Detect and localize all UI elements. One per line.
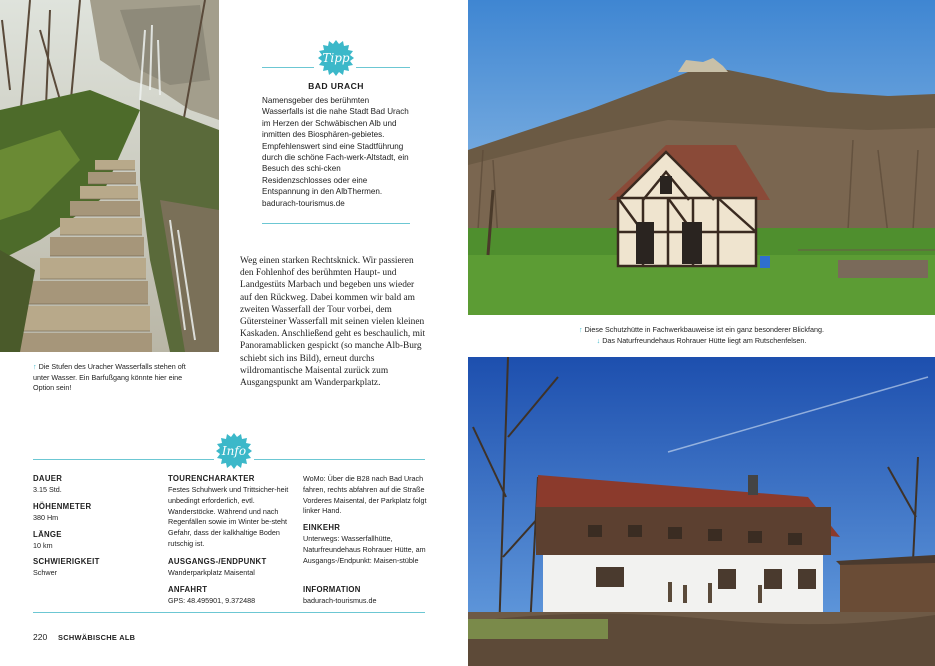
info-badge-label: Info xyxy=(221,444,247,458)
tipp-badge xyxy=(317,39,355,77)
info-hoehenmeter-label: HÖHENMETER xyxy=(33,502,92,511)
info-dauer-value: 3.15 Std. xyxy=(33,485,62,494)
info-einkehr-value: Unterwegs: Wasserfallhütte, Naturfreundehaus Rohrauer Hütte, am Ausgangs-/Endpunkt: Maisen-stüble xyxy=(303,534,426,565)
arrow-down-icon: ↓ xyxy=(596,335,601,345)
caption-house xyxy=(468,336,935,347)
tipp-text: Namensgeber des berühmten Wasserfalls ist die nahe Stadt Bad Urach im Herzen der Schwäbischen Alb und inmitten des Biosphären-gebietes. Empfehlenswert sind eine Stadtführung durch die schöne Fach-werk-Altstadt, ein Besuch des schi-cken Residenzschlosses oder eine Entspannung in den AlbThermen. badurach-tourismus.de xyxy=(262,96,409,208)
caption-hut xyxy=(468,325,935,336)
photo-naturfreundehaus xyxy=(468,357,935,666)
caption-hut-text: Diese Schutzhütte in Fachwerkbauweise ist ein ganz besonderer Blickfang. xyxy=(584,325,824,334)
info-ausgangspunkt-value: Wanderparkplatz Maisental xyxy=(168,568,255,577)
photo-waterfall-steps xyxy=(0,0,219,352)
info-information-label: INFORMATION xyxy=(303,585,361,594)
info-einkehr-label: EINKEHR xyxy=(303,523,341,532)
caption-house-text: Das Naturfreundehaus Rohrauer Hütte liegt am Rutschenfelsen. xyxy=(602,335,807,345)
section-title: SCHWÄBISCHE ALB xyxy=(58,633,136,642)
info-ausgangspunkt-label: AUSGANGS-/ENDPUNKT xyxy=(168,557,267,566)
arrow-up-icon: ↑ xyxy=(33,362,37,371)
tipp-bottom-line xyxy=(262,223,410,224)
info-badge xyxy=(215,432,253,470)
info-tourencharakter-label: TOURENCHARAKTER xyxy=(168,474,255,483)
tipp-badge-label: Tipp xyxy=(322,51,350,65)
photo-timber-hut xyxy=(468,0,935,315)
info-anfahrt-label: ANFAHRT xyxy=(168,585,208,594)
info-schwierigkeit-label: SCHWIERIGKEIT xyxy=(33,557,100,566)
body-paragraph: Weg einen starken Rechtsknick. Wir passieren den Fohlenhof des berühmten Haupt- und Landgestüts Marbach und begeben uns wieder auf den Rückweg. Dabei kommen wir bald am zweiten Wasserfall der Tour vorbei, dem Gütersteiner Wasserfall mit seinen vielen kleinen Kaskaden. Anschließend geht es beschaulich, mit Panoramablicken gespickt (so manche Alb-Burg schiebt sich ins Bild), erneut durchs wildromantische Maisental zurück zum Ausgangspunkt am Wanderparkplatz. xyxy=(240,256,426,389)
info-information-value: badurach-tourismus.de xyxy=(303,596,377,605)
tipp-line-left xyxy=(262,67,314,68)
info-schwierigkeit-value: Schwer xyxy=(33,568,57,577)
tipp-title: BAD URACH xyxy=(308,81,364,91)
info-bottom-line xyxy=(33,612,425,613)
arrow-up-icon: ↑ xyxy=(579,325,583,334)
caption-waterfall-text: Die Stufen des Uracher Wasserfalls stehen oft unter Wasser. Ein Barfußgang könnte hier eine Option sein! xyxy=(33,362,186,392)
info-line-right xyxy=(254,459,425,460)
page-number: 220 xyxy=(33,632,48,642)
tipp-line-right xyxy=(356,67,410,68)
info-dauer-label: DAUER xyxy=(33,474,63,483)
info-anfahrt-value: GPS: 48.495901, 9.372488 xyxy=(168,596,256,605)
info-line-left xyxy=(33,459,214,460)
info-laenge-label: LÄNGE xyxy=(33,530,62,539)
info-womo-value: WoMo: Über die B28 nach Bad Urach fahren, rechts abfahren auf die Straße Vorderes Maisental, der Parkplatz folgt linker Hand. xyxy=(303,474,427,516)
caption-waterfall xyxy=(33,362,203,394)
info-laenge-value: 10 km xyxy=(33,541,53,550)
info-tourencharakter-value: Festes Schuhwerk und Trittsicher-heit unbedingt erforderlich, evtl. Wanderstöcke. Während und nach Regenfällen sowie im Winter be-steht Gefahr, dass der kalkhaltige Boden rutschig ist. xyxy=(168,485,289,548)
info-hoehenmeter-value: 380 Hm xyxy=(33,513,59,522)
caption-right xyxy=(468,325,935,346)
